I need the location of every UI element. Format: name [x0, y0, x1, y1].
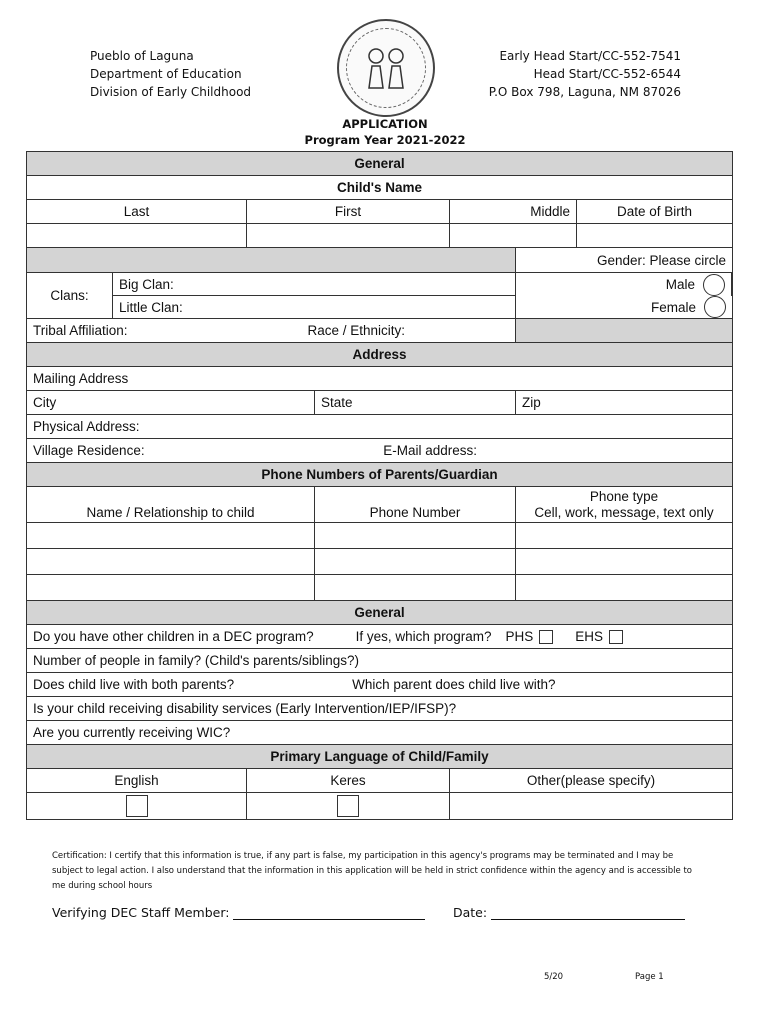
physical-address-field[interactable]	[27, 415, 732, 438]
certification-text: Certification: I certify that this information is true, if any part is false, my participation in this agency's programs may be terminated and I may be subject to legal action. I also understand that the information in this application will be held in strict confidence within the agency and is accessible to me during school hours	[52, 851, 692, 891]
big-clan-label: Big Clan:	[119, 276, 174, 292]
date-signature[interactable]	[453, 905, 685, 920]
little-clan-field[interactable]	[113, 296, 515, 318]
disability-services-field[interactable]	[27, 697, 732, 720]
guardian-phone-field[interactable]	[315, 523, 516, 548]
zip-label: Zip	[522, 395, 541, 410]
title-program-year: Program Year 2021-2022	[304, 133, 466, 147]
state-label: State	[321, 395, 353, 410]
family-size-field[interactable]	[27, 649, 732, 672]
date-label: Date:	[453, 905, 488, 920]
city-field[interactable]	[27, 391, 315, 414]
male-option[interactable]	[516, 273, 732, 296]
col-dob: Date of Birth	[616, 204, 693, 219]
staff-signature-label: Verifying DEC Staff Member:	[52, 905, 230, 920]
both-parents-question: Does child live with both parents?	[33, 677, 235, 692]
seal-icon	[337, 19, 435, 117]
email-label: E-Mail address:	[383, 443, 477, 458]
guardian-name-field[interactable]	[27, 575, 315, 600]
guardian-name-field[interactable]	[27, 523, 315, 548]
date-line[interactable]	[491, 906, 685, 920]
dec-program-question: Do you have other children in a DEC program?	[33, 629, 314, 644]
female-label: Female	[650, 299, 696, 315]
family-size-question: Number of people in family? (Child's parents/siblings?)	[33, 653, 359, 668]
guardian-phone-type-field[interactable]	[516, 523, 732, 548]
title-application: APPLICATION	[342, 117, 428, 131]
mailing-address-field[interactable]	[27, 367, 732, 390]
staff-signature-line[interactable]	[233, 906, 425, 920]
state-field[interactable]	[315, 391, 516, 414]
table-row	[27, 575, 732, 601]
city-label: City	[33, 395, 57, 410]
page-number: Page 1	[635, 972, 664, 982]
zip-field[interactable]	[516, 391, 732, 414]
wic-question: Are you currently receiving WIC?	[33, 725, 231, 740]
phs-label: PHS	[505, 629, 534, 644]
last-name-field[interactable]	[27, 224, 247, 247]
guardian-phone-field[interactable]	[315, 575, 516, 600]
org-name: Pueblo of Laguna	[90, 49, 194, 63]
physical-address-label: Physical Address:	[33, 419, 140, 434]
section-primary-language: Primary Language of Child/Family	[27, 745, 732, 768]
col-name-relationship: Name / Relationship to child	[27, 487, 315, 522]
middle-name-field[interactable]	[450, 224, 577, 247]
phs-checkbox[interactable]	[539, 630, 553, 644]
po-box: P.O Box 798, Laguna, NM 87026	[488, 85, 681, 99]
section-phone-numbers: Phone Numbers of Parents/Guardian	[27, 463, 732, 486]
ehs-checkbox[interactable]	[609, 630, 623, 644]
guardian-phone-type-field[interactable]	[516, 575, 732, 600]
table-row	[27, 523, 732, 549]
col-english: English	[27, 769, 247, 792]
village-residence-label: Village Residence:	[33, 443, 145, 458]
which-program-question: If yes, which program?	[355, 629, 492, 644]
male-label: Male	[665, 277, 695, 292]
hs-phone: Head Start/CC-552-6544	[533, 67, 681, 81]
male-circle[interactable]	[703, 274, 725, 296]
header-left	[90, 47, 251, 101]
female-circle[interactable]	[704, 296, 726, 318]
gender-label: Gender: Please circle	[596, 252, 726, 268]
header-right	[489, 47, 681, 101]
big-clan-field[interactable]	[113, 273, 515, 296]
section-general: General	[27, 152, 732, 175]
page-title	[0, 116, 770, 148]
col-phone-number: Phone Number	[315, 487, 516, 522]
staff-signature[interactable]	[52, 905, 425, 920]
col-other: Other(please specify)	[526, 773, 656, 788]
dec-program-row[interactable]	[27, 625, 732, 648]
other-language-field[interactable]	[450, 793, 732, 819]
disability-services-question: Is your child receiving disability services (Early Intervention/IEP/IFSP)?	[33, 701, 457, 716]
tribal-race-row[interactable]	[27, 319, 516, 342]
dob-field[interactable]	[577, 224, 732, 247]
phone-type-label: Phone type	[589, 488, 659, 504]
wic-field[interactable]	[27, 721, 732, 744]
little-clan-label: Little Clan:	[119, 299, 183, 315]
table-row	[27, 549, 732, 575]
tribal-affiliation-label: Tribal Affiliation:	[33, 323, 128, 338]
childs-name-heading: Child's Name	[337, 180, 422, 195]
guardian-name-field[interactable]	[27, 549, 315, 574]
ehs-phone: Early Head Start/CC-552-7541	[499, 49, 681, 63]
application-form	[26, 151, 733, 820]
ehs-label: EHS	[575, 629, 603, 644]
mailing-address-label: Mailing Address	[33, 371, 129, 386]
col-last: Last	[27, 200, 247, 223]
parents-row[interactable]	[27, 673, 732, 696]
first-name-field[interactable]	[247, 224, 450, 247]
section-address: Address	[27, 343, 732, 366]
clans-label: Clans:	[27, 273, 113, 318]
village-email-row[interactable]	[27, 439, 732, 462]
department-name: Department of Education	[90, 67, 242, 81]
race-ethnicity-label: Race / Ethnicity:	[307, 323, 405, 338]
col-phone-type	[516, 487, 732, 522]
keres-checkbox[interactable]	[337, 795, 359, 817]
female-option[interactable]	[516, 296, 732, 318]
revision-label: 5/20	[544, 972, 564, 982]
phone-type-options: Cell, work, message, text only	[534, 504, 714, 520]
which-parent-question: Which parent does child live with?	[352, 677, 556, 692]
col-first: First	[247, 200, 450, 223]
section-general-2: General	[27, 601, 732, 624]
division-name: Division of Early Childhood	[90, 85, 252, 99]
guardian-phone-type-field[interactable]	[516, 549, 732, 574]
col-middle: Middle	[450, 200, 577, 223]
col-keres: Keres	[247, 769, 450, 792]
guardian-phone-field[interactable]	[315, 549, 516, 574]
english-checkbox[interactable]	[126, 795, 148, 817]
